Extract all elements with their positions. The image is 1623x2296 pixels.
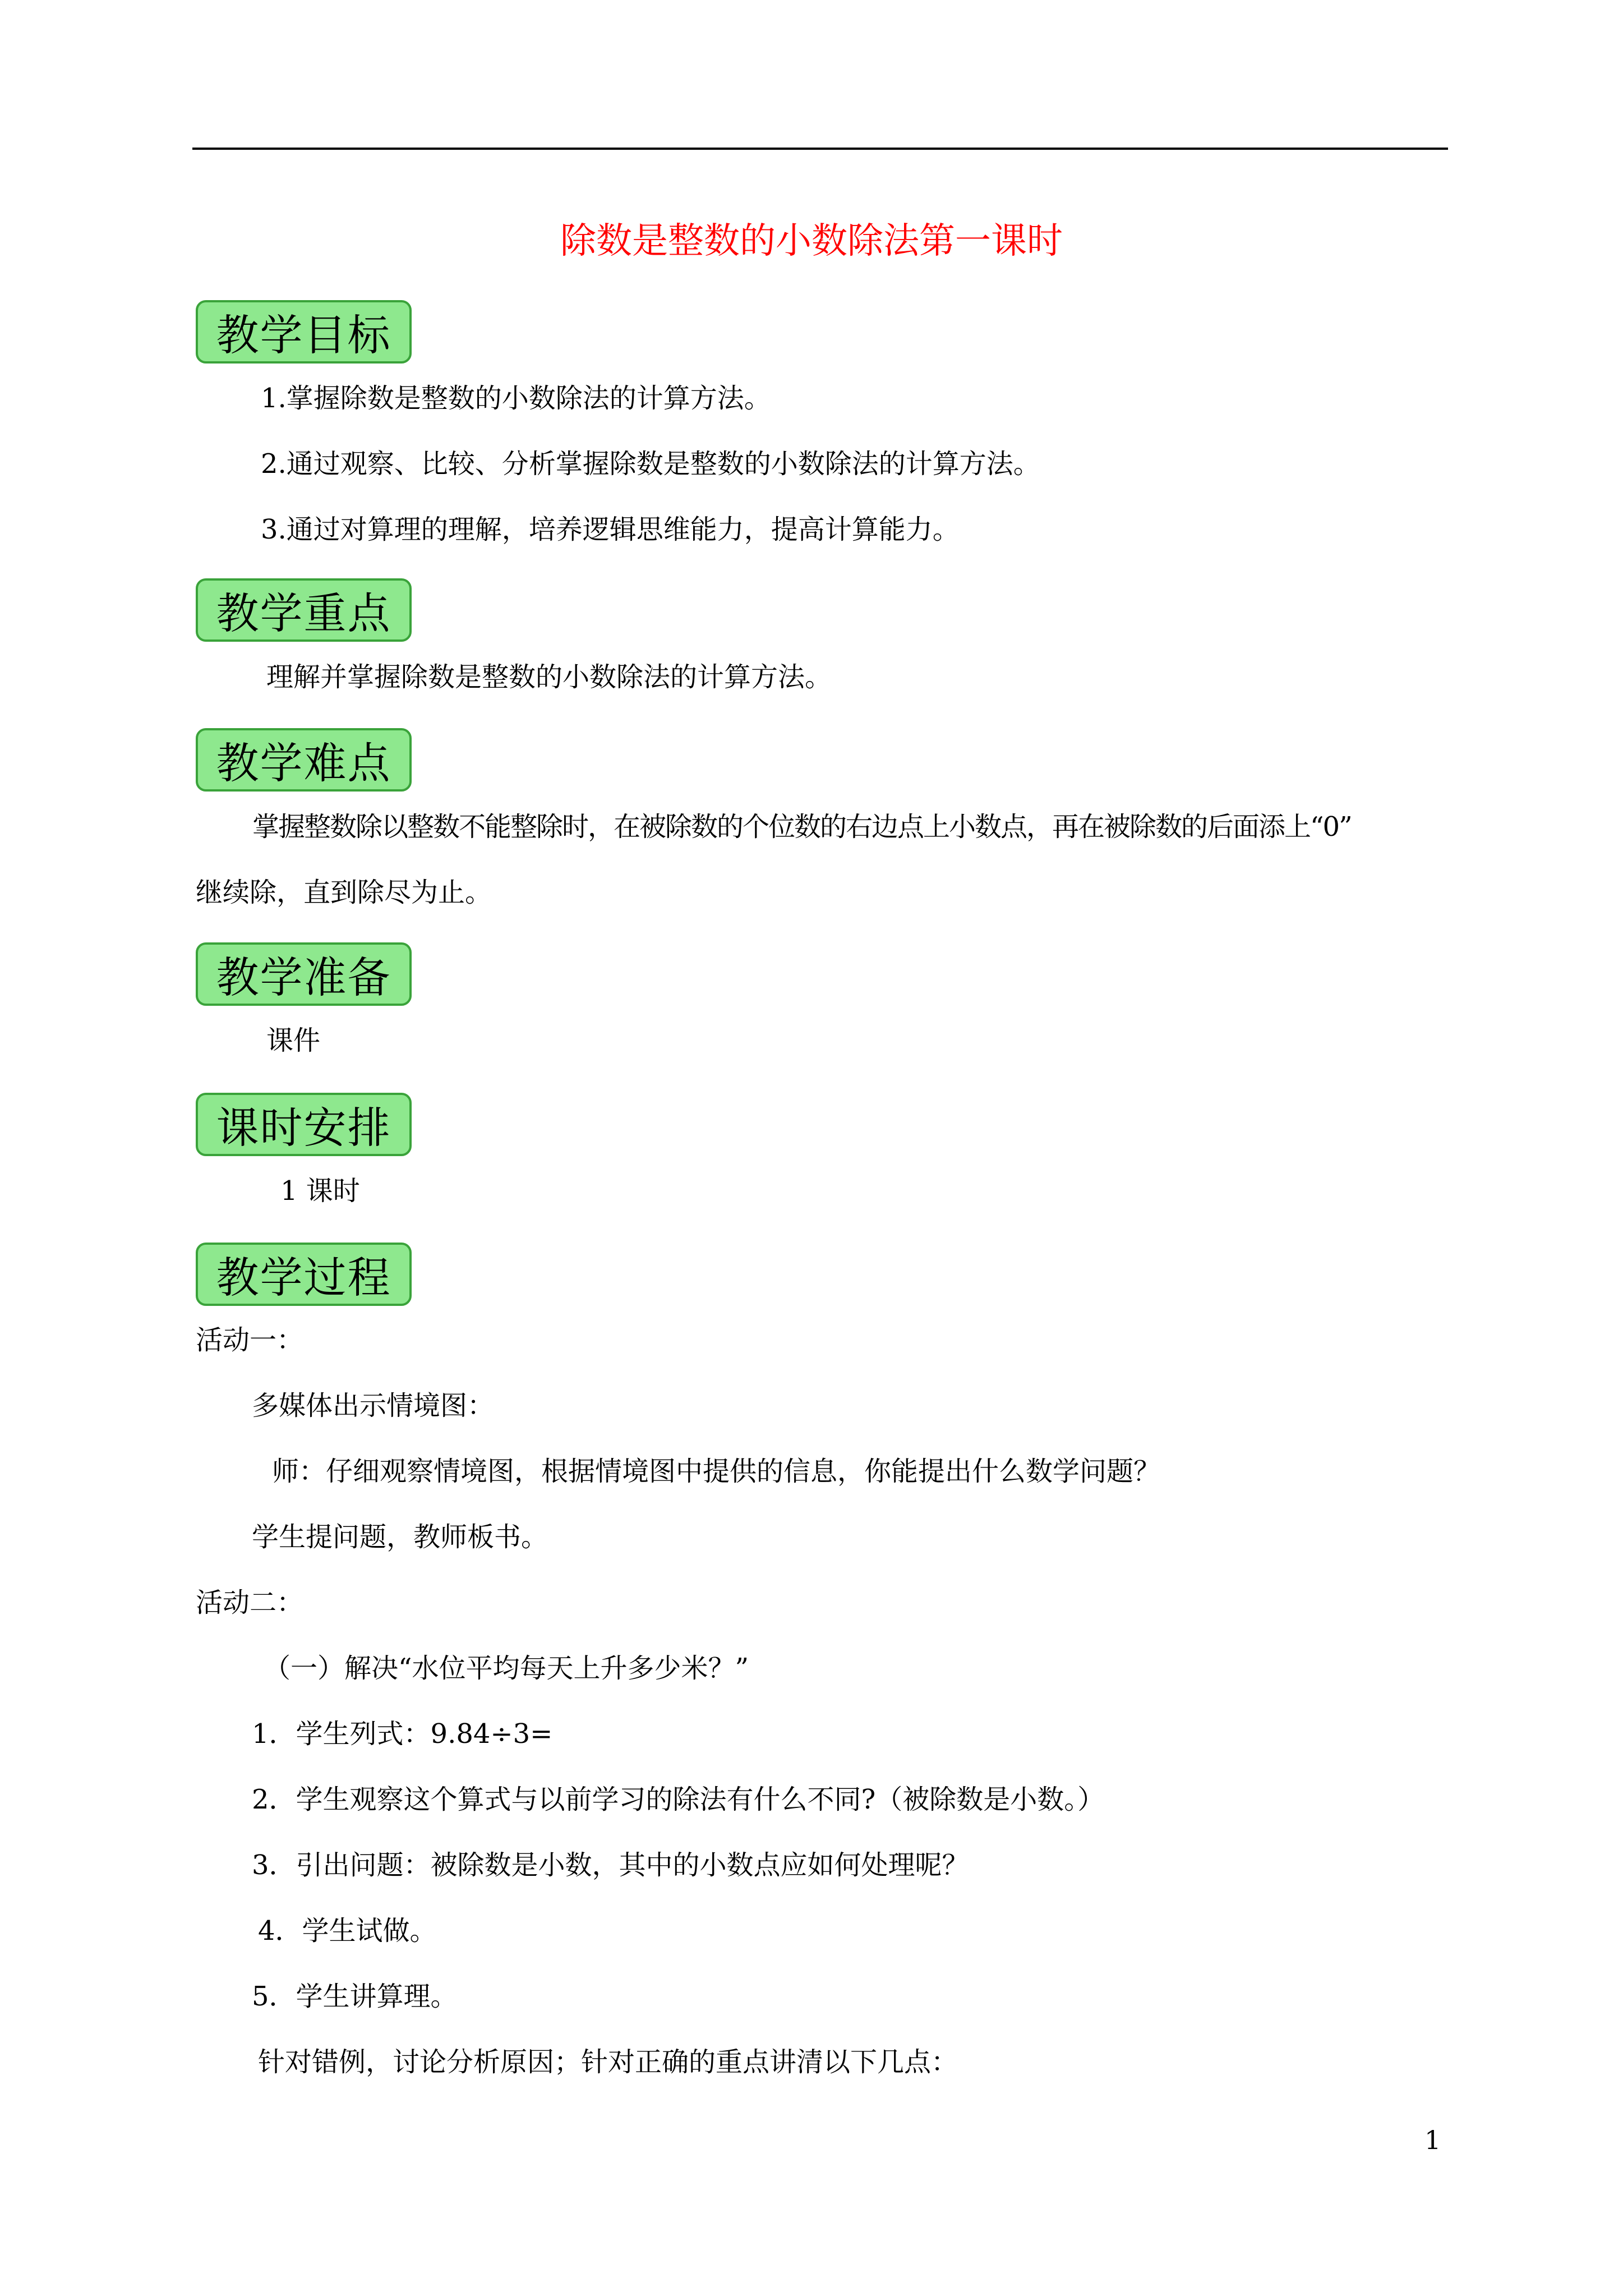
process-step: 2．学生观察这个算式与以前学习的除法有什么不同?（被除数是小数。） bbox=[252, 1784, 1105, 1815]
difficult-point-line: 掌握整数除以整数不能整除时，在被除数的个位数的右边点上小数点，再在被除数的后面添上“0” bbox=[252, 811, 1352, 843]
section-heading-schedule: 课时安排 bbox=[196, 1093, 412, 1156]
goal-item: 2.通过观察、比较、分析掌握除数是整数的小数除法的计算方法。 bbox=[261, 448, 1040, 480]
process-line: 多媒体出示情境图： bbox=[252, 1390, 495, 1421]
section-heading-goals: 教学目标 bbox=[196, 300, 412, 364]
key-point-text: 理解并掌握除数是整数的小数除法的计算方法。 bbox=[266, 661, 832, 693]
section-heading-key-point: 教学重点 bbox=[196, 578, 412, 642]
process-step: 3．引出问题：被除数是小数，其中的小数点应如何处理呢？ bbox=[252, 1849, 969, 1881]
preparation-text: 课件 bbox=[266, 1025, 321, 1056]
goal-item: 3.通过对算理的理解，培养逻辑思维能力，提高计算能力。 bbox=[261, 514, 960, 545]
section-heading-process: 教学过程 bbox=[196, 1243, 412, 1306]
process-step: 4．学生试做。 bbox=[258, 1915, 437, 1947]
document-title: 除数是整数的小数除法第一课时 bbox=[560, 220, 1063, 262]
section-heading-preparation: 教学准备 bbox=[196, 942, 412, 1006]
section-heading-difficult-point: 教学难点 bbox=[196, 728, 412, 792]
process-subheading: （一）解决“水位平均每天上升多少米？” bbox=[264, 1653, 749, 1684]
page-number: 1 bbox=[1424, 2125, 1441, 2155]
header-rule bbox=[192, 148, 1448, 150]
process-line: 师：仔细观察情境图，根据情境图中提供的信息，你能提出什么数学问题？ bbox=[272, 1456, 1161, 1487]
goal-item: 1.掌握除数是整数的小数除法的计算方法。 bbox=[261, 383, 771, 414]
activity-label: 活动一： bbox=[196, 1324, 304, 1356]
process-step: 1．学生列式：9.84÷3= bbox=[252, 1718, 553, 1750]
activity-label: 活动二： bbox=[196, 1587, 304, 1618]
process-step: 5．学生讲算理。 bbox=[252, 1981, 458, 2012]
difficult-point-line: 继续除，直到除尽为止。 bbox=[196, 877, 492, 908]
process-note: 针对错例，讨论分析原因；针对正确的重点讲清以下几点： bbox=[258, 2046, 958, 2078]
process-line: 学生提问题，教师板书。 bbox=[252, 1521, 548, 1553]
schedule-text: 1 课时 bbox=[280, 1175, 360, 1207]
